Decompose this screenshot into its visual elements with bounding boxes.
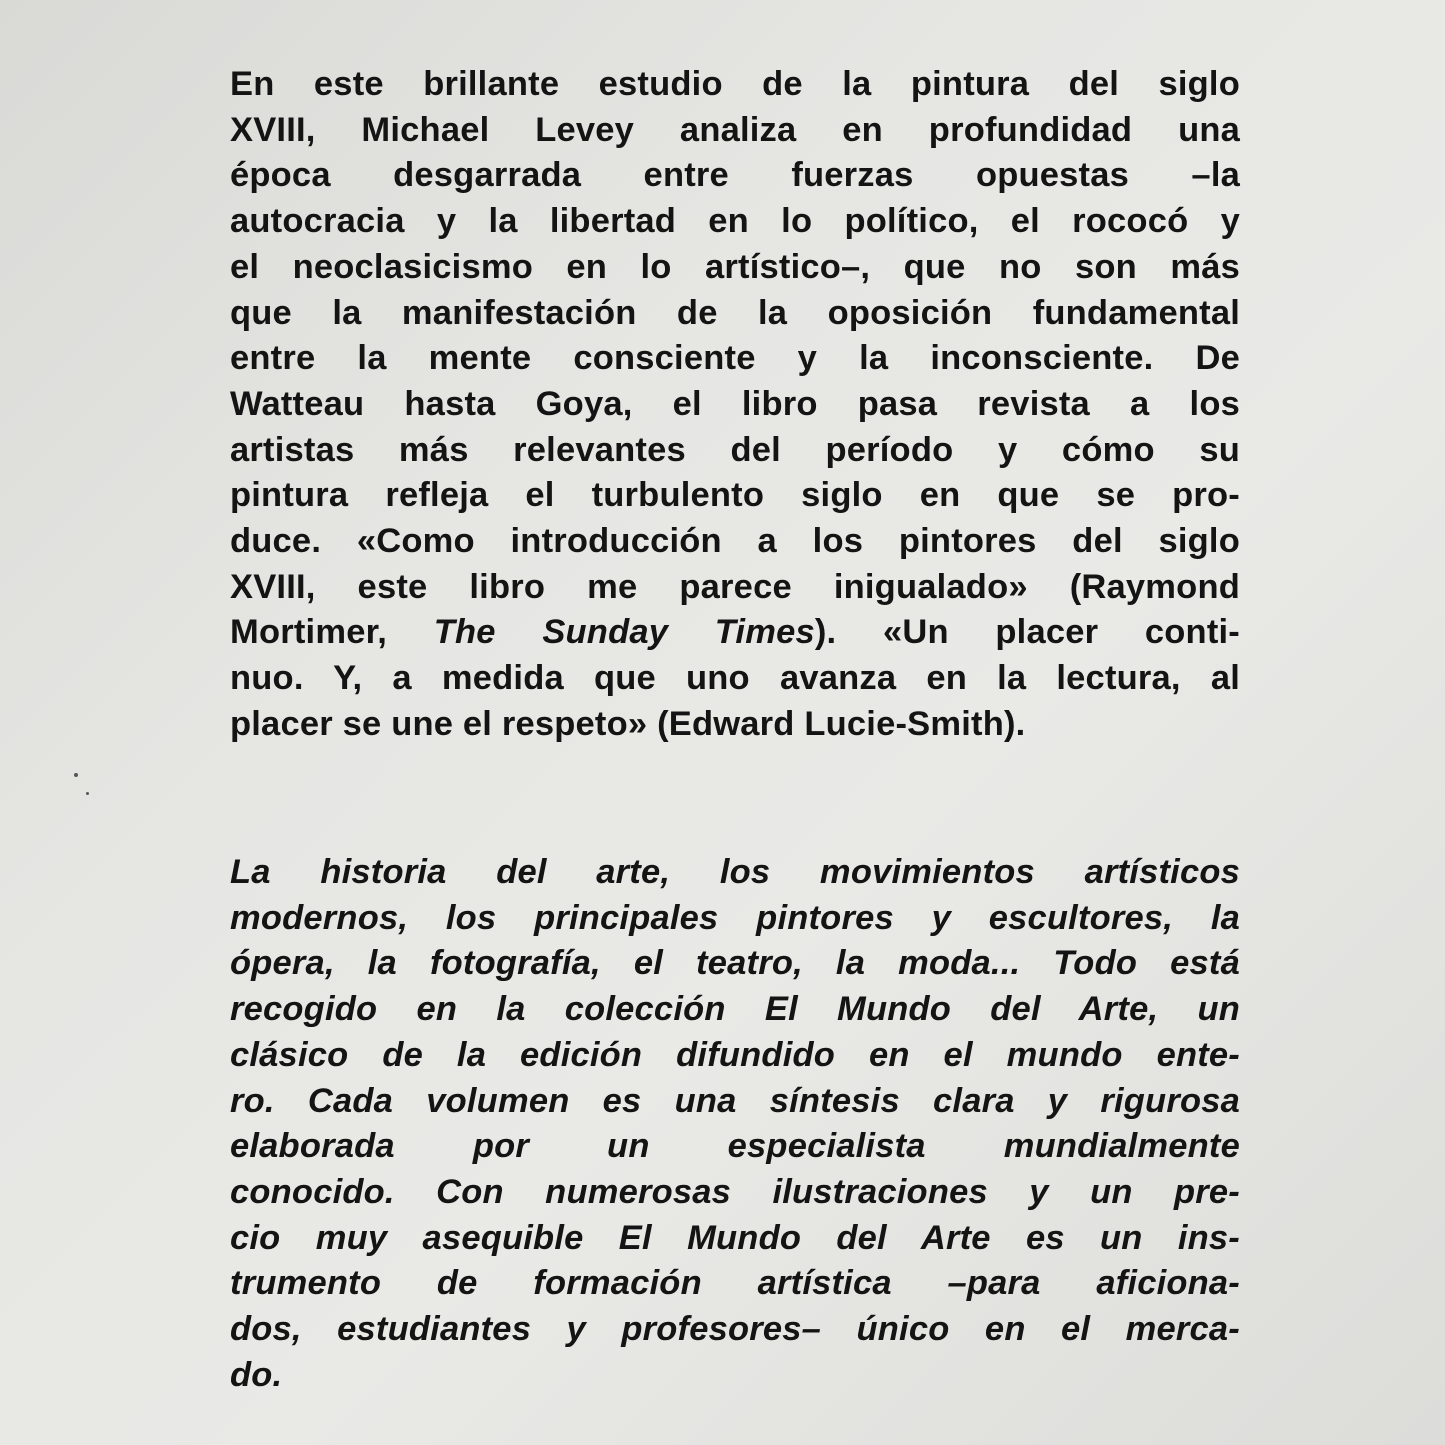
collection-blurb-paragraph <box>230 850 1240 1398</box>
collection-line: La historia del arte, los movimientos artísticos <box>230 853 1240 891</box>
description-line: XVIII, este libro me parece inigualado» (Raymond <box>230 567 1240 606</box>
collection-line: cio muy asequible El Mundo del Arte es un ins- <box>230 1218 1240 1257</box>
description-last-line: placer se une el respeto» (Edward Lucie-Smith). <box>230 704 1026 743</box>
description-line: artistas más relevantes del período y cómo su <box>230 430 1240 469</box>
collection-line: ópera, la fotografía, el teatro, la moda... Todo está <box>230 944 1240 983</box>
description-line: época desgarrada entre fuerzas opuestas –la <box>230 156 1240 195</box>
description-line: XVIII, Michael Levey analiza en profundidad una <box>230 110 1240 149</box>
collection-last-line: do. <box>230 1355 283 1394</box>
description-line: pintura refleja el turbulento siglo en que se pro- <box>230 476 1240 515</box>
description-line: el neoclasicismo en lo artístico–, que no son más <box>230 247 1240 286</box>
description-line: duce. «Como introducción a los pintores del siglo <box>230 522 1240 561</box>
description-line: En este brillante estudio de la pintura del siglo <box>230 65 1240 103</box>
collection-line: elaborada por un especialista mundialmente <box>230 1127 1240 1166</box>
description-line: nuo. Y, a medida que uno avanza en la lectura, al <box>230 659 1240 698</box>
collection-line: recogido en la colección El Mundo del Arte, un <box>230 990 1240 1029</box>
collection-line: trumento de formación artística –para aficiona- <box>230 1264 1240 1303</box>
collection-line: conocido. Con numerosas ilustraciones y un pre- <box>230 1172 1240 1211</box>
description-line: entre la mente consciente y la inconsciente. De <box>230 339 1240 378</box>
book-description-paragraph <box>230 62 1240 748</box>
description-line: Watteau hasta Goya, el libro pasa revista a los <box>230 384 1240 423</box>
description-line: autocracia y la libertad en lo político, el rococó y <box>230 202 1240 241</box>
citation-after-text: ). «Un placer conti- <box>814 613 1240 652</box>
newspaper-title: The Sunday Times <box>433 613 815 652</box>
collection-line: dos, estudiantes y profesores– único en el merca- <box>230 1310 1240 1349</box>
description-line-with-citation <box>230 610 1240 656</box>
collection-line: modernos, los principales pintores y escultores, la <box>230 898 1240 937</box>
collection-line: ro. Cada volumen es una síntesis clara y rigurosa <box>230 1081 1240 1120</box>
collection-line: clásico de la edición difundido en el mundo ente- <box>230 1035 1240 1074</box>
description-line: que la manifestación de la oposición fundamental <box>230 293 1240 332</box>
paper-speck <box>86 792 89 795</box>
paper-speck <box>74 773 78 777</box>
citation-author-text: Mortimer, <box>230 613 434 652</box>
